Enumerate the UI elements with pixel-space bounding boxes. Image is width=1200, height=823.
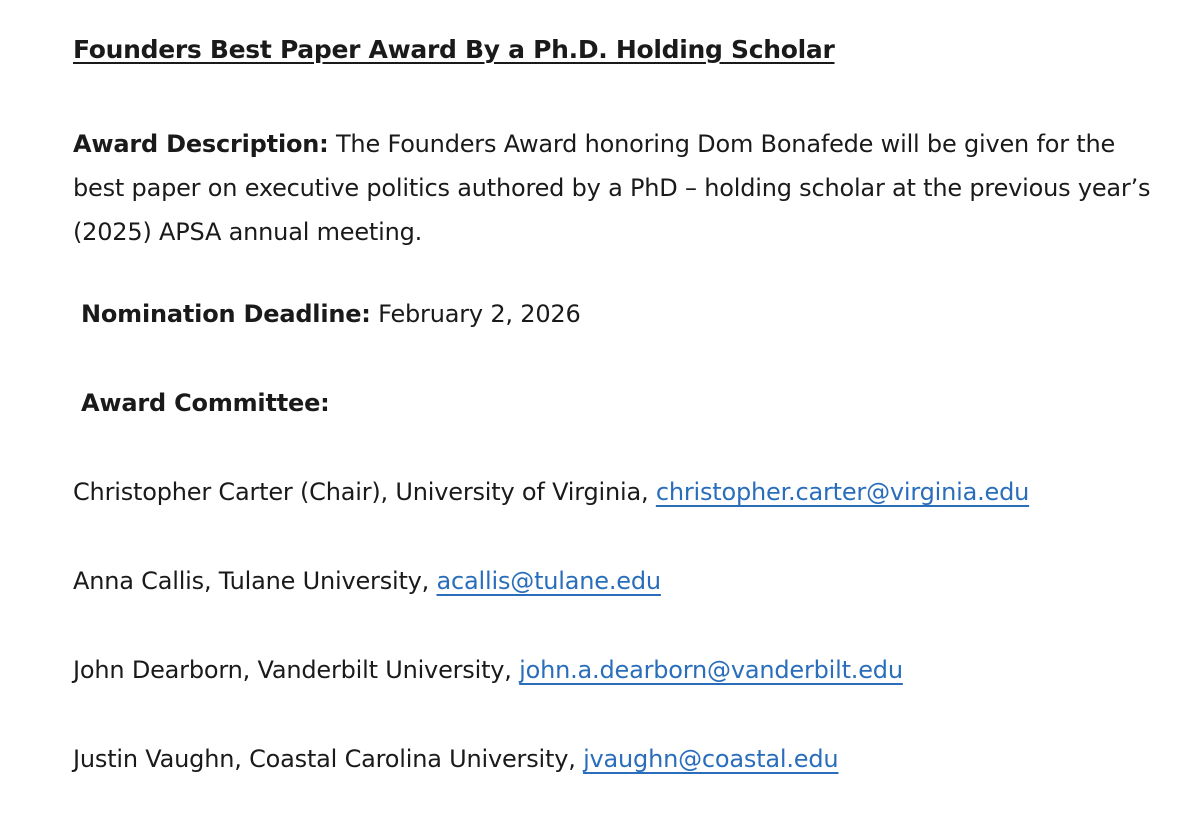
- award-description: [73, 122, 1153, 254]
- committee-member: [73, 656, 903, 684]
- committee-member: [73, 745, 838, 773]
- committee-member: [73, 478, 1029, 506]
- committee-member-info: Anna Callis, Tulane University,: [73, 567, 437, 595]
- nomination-deadline-value: February 2, 2026: [370, 300, 581, 328]
- award-committee-heading: Award Committee:: [81, 389, 330, 417]
- award-description-text: The Founders Award honoring Dom Bonafede will be given for the best paper on executive politics authored by a PhD – holding scholar at the previous year’s (2025) APSA annual meeting.: [73, 130, 1151, 246]
- committee-member-email-link[interactable]: jvaughn@coastal.edu: [583, 745, 839, 773]
- committee-member-email-link[interactable]: acallis@tulane.edu: [436, 567, 661, 595]
- committee-member-info: John Dearborn, Vanderbilt University,: [73, 656, 520, 684]
- nomination-deadline-label: Nomination Deadline:: [81, 300, 371, 328]
- award-title: Founders Best Paper Award By a Ph.D. Holding Scholar: [73, 35, 835, 64]
- committee-member-info: Justin Vaughn, Coastal Carolina University,: [73, 745, 584, 773]
- committee-member-info: Christopher Carter (Chair), University of Virginia,: [73, 478, 656, 506]
- nomination-deadline: [73, 300, 581, 328]
- committee-member-email-link[interactable]: john.a.dearborn@vanderbilt.edu: [519, 656, 903, 684]
- committee-member-email-link[interactable]: christopher.carter@virginia.edu: [655, 478, 1030, 506]
- committee-member: [73, 567, 661, 595]
- award-description-label: Award Description:: [73, 130, 329, 158]
